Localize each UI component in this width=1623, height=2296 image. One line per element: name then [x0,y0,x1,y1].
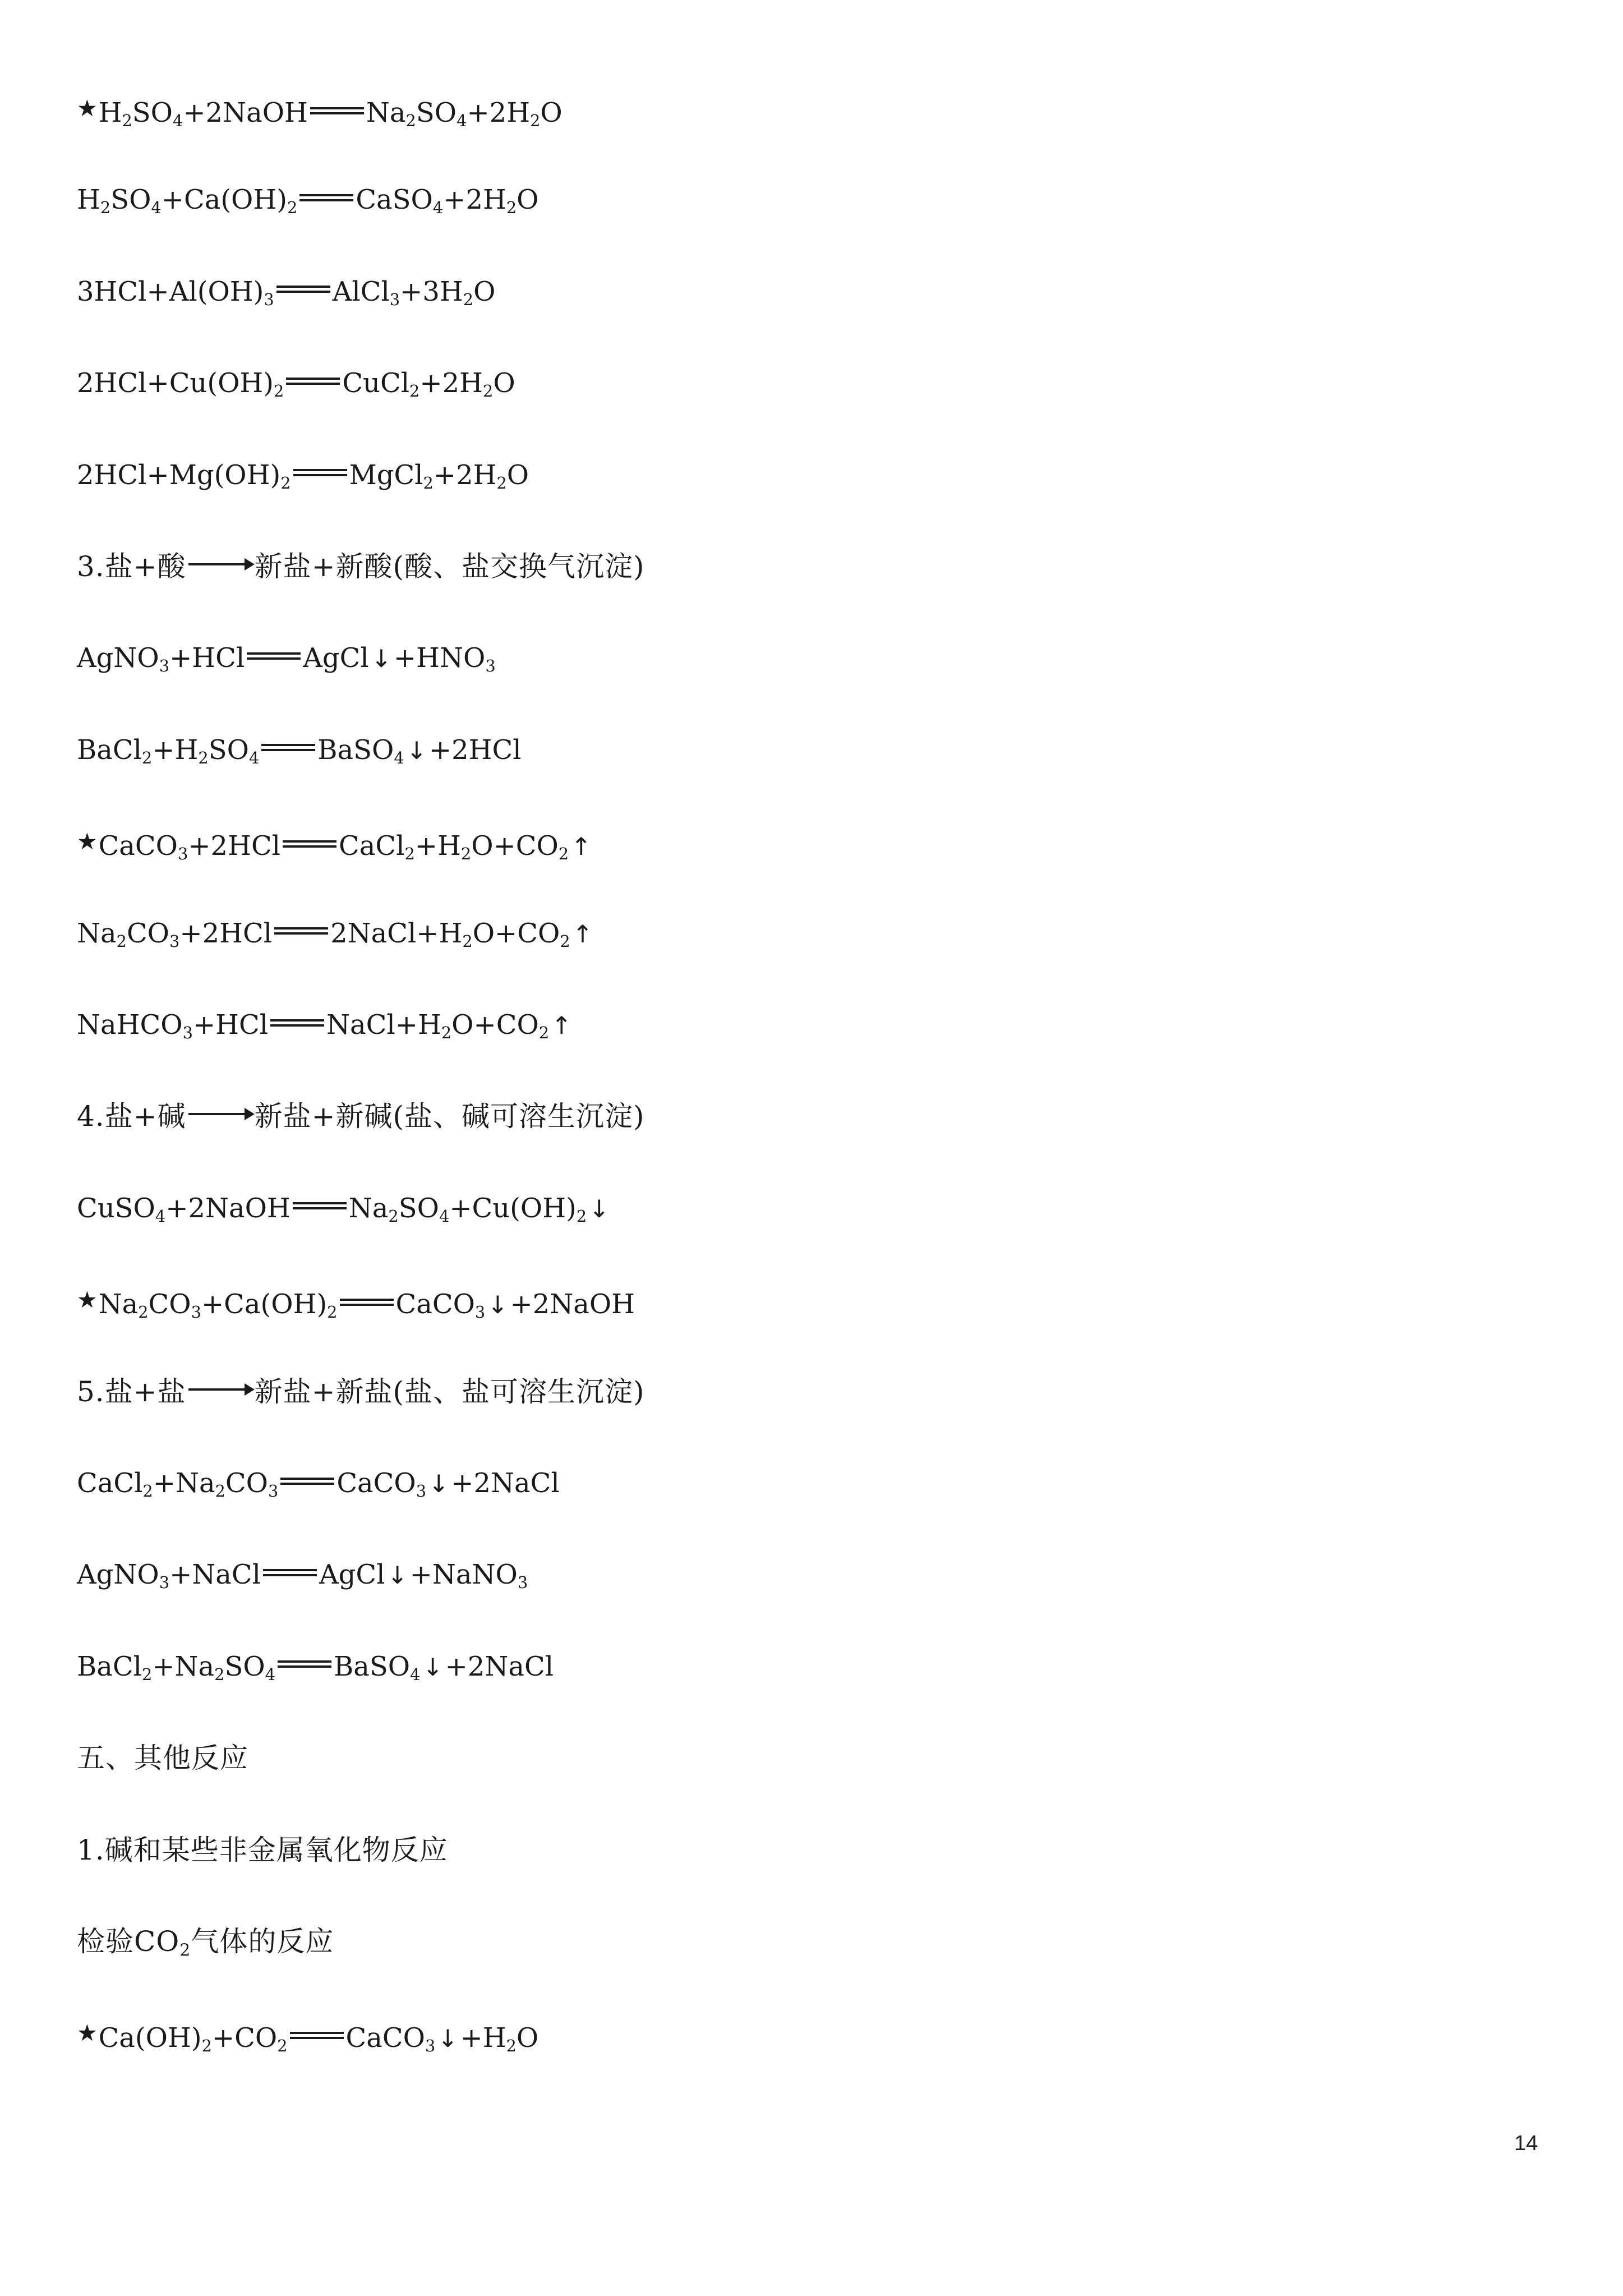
equation-line [77,1558,528,1591]
precipitate-arrow-icon: ↓ [589,1195,610,1223]
equation-line [77,2016,539,2055]
equation-line [77,733,522,767]
equation-products: $CaCO_3↓+H_2O$ [345,2022,539,2055]
equals-sign-icon [261,744,315,751]
section-heading [77,1741,248,1775]
equation-line [77,1650,554,1683]
equation-reactants: 五、其他反应 [77,1742,248,1775]
star-icon: ★ [77,1286,98,1314]
equation-line [77,458,529,492]
equation-products: $MgCl_2+2H_2O$ [349,459,529,493]
equals-sign-icon [263,1569,317,1576]
page-number: 14 [1514,2132,1538,2155]
equation-reactants: $BaCl_2+Na_2SO_4$ [77,1650,276,1684]
equation-line [77,641,496,675]
equation-line [77,366,515,400]
star-icon: ★ [77,2019,98,2047]
equation-line [77,825,593,864]
equation-reactants: $Na_2CO_3+2HCl$ [77,917,273,951]
equation-line [77,91,562,131]
equation-reactants: 5.盐+盐 [77,1375,186,1408]
equation-products: $AgCl↓+HNO_3$ [303,642,496,676]
precipitate-arrow-icon: ↓ [387,1562,408,1590]
equation-line [77,1466,560,1500]
equation-reactants: CaCO$_3$+2HCl [98,830,281,864]
equation-products: 新盐+新盐(盐、盐可溶生沉淀) [254,1375,645,1408]
equals-sign-icon [290,2032,344,2039]
star-icon: ★ [77,95,98,122]
equation-reactants: CuSO$_4$+2NaOH [77,1192,291,1226]
reaction-arrow-icon [188,563,247,565]
equation-reactants: $3HCl+Al(OH)_3$ [77,275,274,309]
equation-reactants: $H_2SO_4+Ca(OH)_2$ [77,184,298,218]
equation-reactants: NaHCO$_3$+HCl [77,1009,269,1043]
equation-products: $2NaCl+H_2O+CO_2↑$ [330,917,593,951]
equation-products: CaCO$_3$↓+2NaOH [395,1289,635,1322]
equation-products: $CuCl_2+2H_2O$ [342,367,515,401]
equation-line [77,1008,574,1042]
equation-reactants: $2HCl+Cu(OH)_2$ [77,367,284,401]
equation-products: 新盐+新碱(盐、碱可溶生沉淀) [254,1100,645,1133]
equals-sign-icon [293,1202,347,1209]
equation-reactants: AgNO$_3$+HCl [77,642,245,676]
equation-products: $NaCl+H_2O+CO_2↑$ [326,1009,572,1043]
equals-sign-icon [280,1478,334,1485]
star-icon: ★ [77,828,98,855]
equation-products: $AlCl_3+3H_2O$ [332,275,496,309]
precipitate-arrow-icon: ↓ [422,1653,443,1682]
equation-reactants: 1.碱和某些非金属氧化物反应 [77,1833,448,1866]
equals-sign-icon [299,194,353,201]
reaction-arrow-icon [188,1113,247,1115]
precipitate-arrow-icon: ↓ [428,1470,449,1498]
section-heading [77,1099,645,1133]
equation-reactants: $Ca(OH)_2+CO_2$ [98,2022,288,2055]
equals-sign-icon [276,286,330,293]
section-heading [77,1925,334,1961]
equation-products: BaSO$_4$↓+2HCl [317,734,522,767]
equation-products: 新盐+新酸(酸、盐交换气沉淀) [254,550,645,583]
section-heading [77,1833,448,1867]
equation-reactants: $H_2SO_4+2NaOH$ [98,97,308,131]
equation-products: CaCO$_3$↓+2NaCl [336,1467,560,1501]
precipitate-arrow-icon: ↓ [487,1291,508,1320]
equals-sign-icon [270,1019,324,1027]
equals-sign-icon [247,652,301,660]
reaction-arrow-icon [188,1388,247,1391]
section-heading [77,1375,645,1409]
equation-line [77,183,539,217]
equation-reactants: $BaCl_2+H_2SO_4$ [77,734,260,767]
precipitate-arrow-icon: ↓ [406,737,427,765]
equation-products: $CaSO_4+2H_2O$ [356,184,539,218]
equals-sign-icon [310,107,364,114]
equation-line [77,1283,635,1322]
equation-line [77,1191,611,1225]
equation-line [77,917,595,950]
equals-sign-icon [340,1299,394,1306]
precipitate-arrow-icon: ↓ [437,2024,458,2053]
equation-products: $CaCl_2+H_2O+CO_2↑$ [339,830,592,864]
equals-sign-icon [278,1660,331,1668]
equals-sign-icon [283,840,336,848]
equation-reactants: 检验$CO_2$气体的反应 [77,1925,334,1961]
equation-products: $Na_2SO_4+Cu(OH)_2↓$ [348,1192,610,1226]
gas-arrow-icon: ↑ [551,1012,572,1040]
equals-sign-icon [286,378,340,385]
section-heading [77,550,645,583]
equation-products: $Na_2SO_4+2H_2O$ [366,97,562,131]
equation-reactants: $Na_2CO_3+Ca(OH)_2$ [98,1289,338,1322]
equals-sign-icon [293,469,347,476]
precipitate-arrow-icon: ↓ [371,645,391,674]
equation-reactants: $CaCl_2+Na_2CO_3$ [77,1467,279,1501]
equation-reactants: $2HCl+Mg(OH)_2$ [77,459,291,493]
equation-reactants: 3.盐+酸 [77,550,186,583]
equation-products: AgCl↓+NaNO$_3$ [319,1559,528,1593]
equation-reactants: 4.盐+碱 [77,1100,186,1133]
gas-arrow-icon: ↑ [571,833,592,862]
equals-sign-icon [274,927,328,935]
equation-reactants: AgNO$_3$+NaCl [77,1559,261,1593]
equation-line [77,275,495,309]
gas-arrow-icon: ↑ [572,920,593,949]
equation-products: BaSO$_4$↓+2NaCl [334,1650,554,1684]
